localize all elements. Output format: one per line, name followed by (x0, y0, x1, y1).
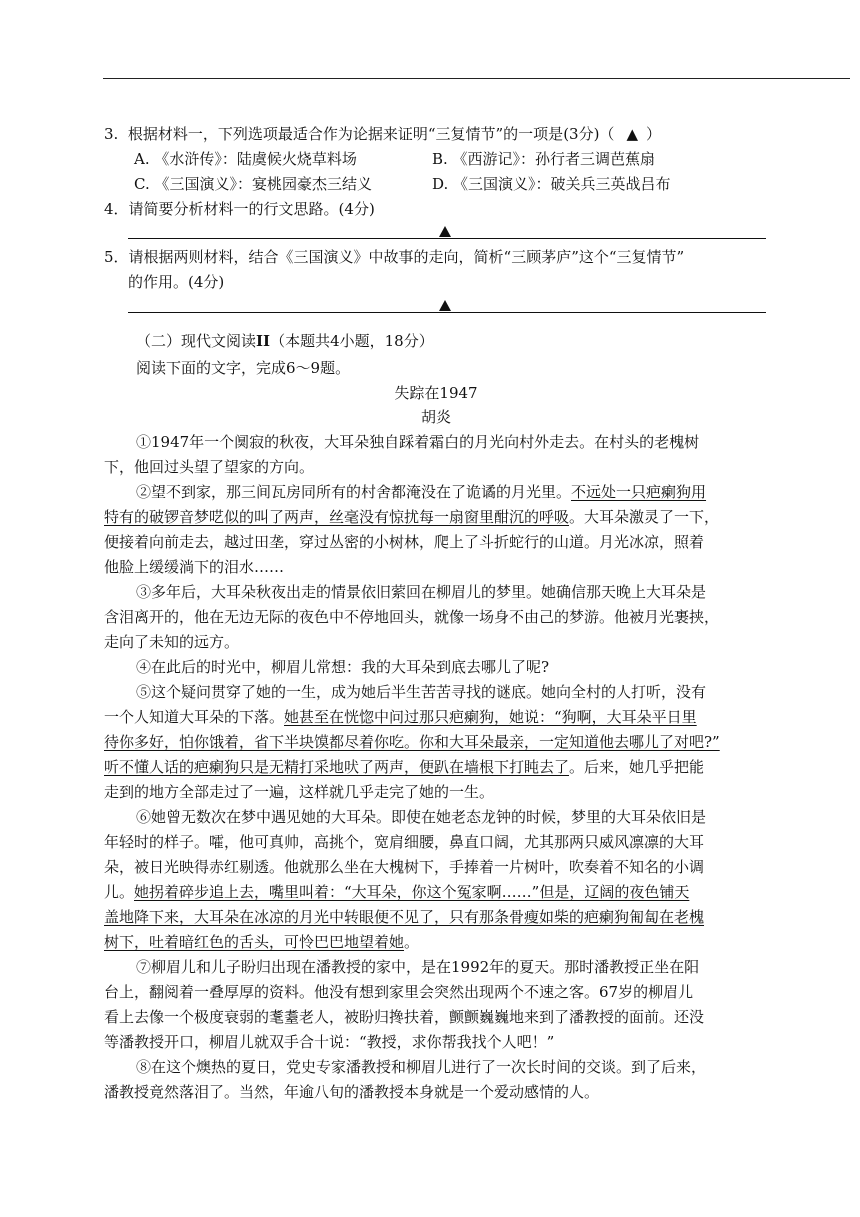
paragraph-line: ④在此后的时光中，柳眉儿常想：我的大耳朵到底去哪儿了呢? (136, 658, 550, 676)
underlined-sentence: 她拐着碎步追上去，嘴里叫着：“大耳朵，你这个冤家啊……”但是，辽阔的夜色铺天 (134, 883, 690, 901)
paragraph-line: ①1947年一个阒寂的秋夜，大耳朵独自踩着霜白的月光向村外走去。在村头的老槐树 (136, 433, 700, 451)
paragraph-line: ⑦柳眉儿和儿子盼归出现在潘教授的家中，是在1992年的夏天。那时潘教授正坐在阳 (136, 958, 700, 976)
underlined-sentence: 盖地降下来，大耳朵在冰凉的月光中转眼便不见了，只有那条骨瘦如柴的疤瘌狗匍匐在老槐 (104, 908, 705, 926)
paragraph-line: ②望不到家，那三间瓦房同所有的村舍都淹没在了诡谲的月光里。不远处一只疤瘌狗用 (136, 483, 707, 501)
answer-line-q4[interactable] (128, 238, 766, 239)
paragraph-line: 树下，吐着暗红色的舌头，可怜巴巴地望着她。 (104, 933, 420, 951)
article-title: 失踪在1947 (394, 384, 478, 402)
question-3-stem: 3. 根据材料一，下列选项最适合作为论据来证明“三复情节”的一项是(3分)（ ▲ ） (104, 125, 661, 143)
answer-mark: ▲ (626, 125, 638, 143)
option-c: C. 《三国演义》：宴桃园豪杰三结义 (134, 175, 372, 193)
option-b: B. 《西游记》：孙行者三调芭蕉扇 (432, 150, 656, 168)
paragraph-line: ⑧在这个燠热的夏日，党史专家潘教授和柳眉儿进行了一次长时间的交谈。到了后来， (136, 1058, 707, 1076)
underlined-sentence: 树下，吐着暗红色的舌头，可怜巴巴地望着她 (104, 933, 405, 951)
paragraph-line: 潘教授竟然落泪了。当然，年逾八旬的潘教授本身就是一个爱动感情的人。 (104, 1083, 600, 1101)
question-5-stem-line1: 5．请根据两则材料，结合《三国演义》中故事的走向，简析“三顾茅庐”这个“三复情节” (104, 248, 685, 266)
option-d: D. 《三国演义》：破关兵三英战吕布 (432, 175, 671, 193)
paragraph-line: 听不懂人话的疤瘌狗只是无精打采地吠了两声，便趴在墙根下打盹去了。后来，她几乎把能 (104, 758, 705, 776)
option-a: A. 《水浒传》：陆虞候火烧草料场 (134, 150, 357, 168)
underlined-sentence: 她甚至在恍惚中问过那只疤瘌狗，她说：“狗啊，大耳朵平日里 (284, 708, 697, 726)
paragraph-line: 看上去像一个极度衰弱的耄耋老人，被盼归搀扶着，颤颤巍巍地来到了潘教授的面前。还没 (104, 1008, 705, 1026)
paragraph-line: 等潘教授开口，柳眉儿就双手合十说：“教授，求你帮我找个人吧！” (104, 1033, 555, 1051)
paragraph-line: 儿。她拐着碎步追上去，嘴里叫着：“大耳朵，你这个冤家啊……”但是，辽阔的夜色铺天 (104, 883, 690, 901)
underlined-sentence: 待你多好，怕你饿着，省下半块馍都尽着你吃。你和大耳朵最亲，一定知道他去哪儿了对吧?” (104, 733, 720, 751)
paragraph-line (104, 905, 768, 929)
paragraph-line: ③多年后，大耳朵秋夜出走的情景依旧萦回在柳眉儿的梦里。她确信那天晚上大耳朵是 (136, 583, 707, 601)
underlined-sentence: 听不懂人话的疤瘌狗只是无精打采地吠了两声，便趴在墙根下打盹去了 (104, 758, 570, 776)
question-5-stem-line2: 的作用。(4分) (128, 273, 225, 291)
header-rule (103, 78, 850, 79)
answer-line-q5[interactable] (128, 312, 766, 313)
section-instruction: 阅读下面的文字，完成6～9题。 (136, 359, 351, 377)
paragraph-line: ⑤这个疑问贯穿了她的一生，成为她后半生苦苦寻找的谜底。她向全村的人打听，没有 (136, 683, 707, 701)
underlined-sentence: 不远处一只疤瘌狗用 (571, 483, 707, 501)
paragraph-line: 一个人知道大耳朵的下落。她甚至在恍惚中问过那只疤瘌狗，她说：“狗啊，大耳朵平日里 (104, 708, 697, 726)
paragraph-line: 年轻时的样子。嚯，他可真帅，高挑个，宽肩细腰，鼻直口阔，尤其那两只威风凛凛的大耳 (104, 833, 705, 851)
paragraph-line: 走向了未知的远方。 (104, 633, 240, 651)
answer-triangle-icon (439, 226, 451, 237)
paragraph-line: 特有的破锣音梦呓似的叫了两声，丝毫没有惊扰每一扇窗里酣沉的呼吸。大耳朵激灵了一下， (104, 508, 720, 526)
underlined-sentence: 特有的破锣音梦呓似的叫了两声，丝毫没有惊扰每一扇窗里酣沉的呼吸 (104, 508, 570, 526)
paragraph-line: 走到的地方全部走过了一遍，这样就几乎走完了她的一生。 (104, 783, 495, 801)
answer-triangle-icon (439, 300, 451, 311)
paragraph-line: 他脸上缓缓淌下的泪水…… (104, 558, 285, 576)
paragraph-line: 下，他回过头望了望家的方向。 (104, 458, 315, 476)
section-heading: （二）现代文阅读II（本题共4小题，18分） (136, 332, 434, 350)
article-author: 胡炎 (420, 408, 451, 426)
question-4-stem: 4．请简要分析材料一的行文思路。(4分) (104, 200, 375, 218)
paragraph-line: ⑥她曾无数次在梦中遇见她的大耳朵。即使在她老态龙钟的时候，梦里的大耳朵依旧是 (136, 808, 707, 826)
paragraph-line: 便接着向前走去，越过田垄，穿过丛密的小树林，爬上了斗折蛇行的山道。月光冰凉，照着 (104, 533, 705, 551)
paragraph-line: 台上，翻阅着一叠厚厚的资料。他没有想到家里会突然出现两个不速之客。67岁的柳眉儿 (104, 983, 694, 1001)
paragraph-line: 含泪离开的，他在无边无际的夜色中不停地回头，就像一场身不由己的梦游。他被月光裹挟， (104, 608, 720, 626)
paragraph-line (104, 730, 768, 754)
paragraph-line: 朵，被日光映得赤红剔透。他就那么坐在大槐树下，手捧着一片树叶，吹奏着不知名的小调 (104, 858, 705, 876)
